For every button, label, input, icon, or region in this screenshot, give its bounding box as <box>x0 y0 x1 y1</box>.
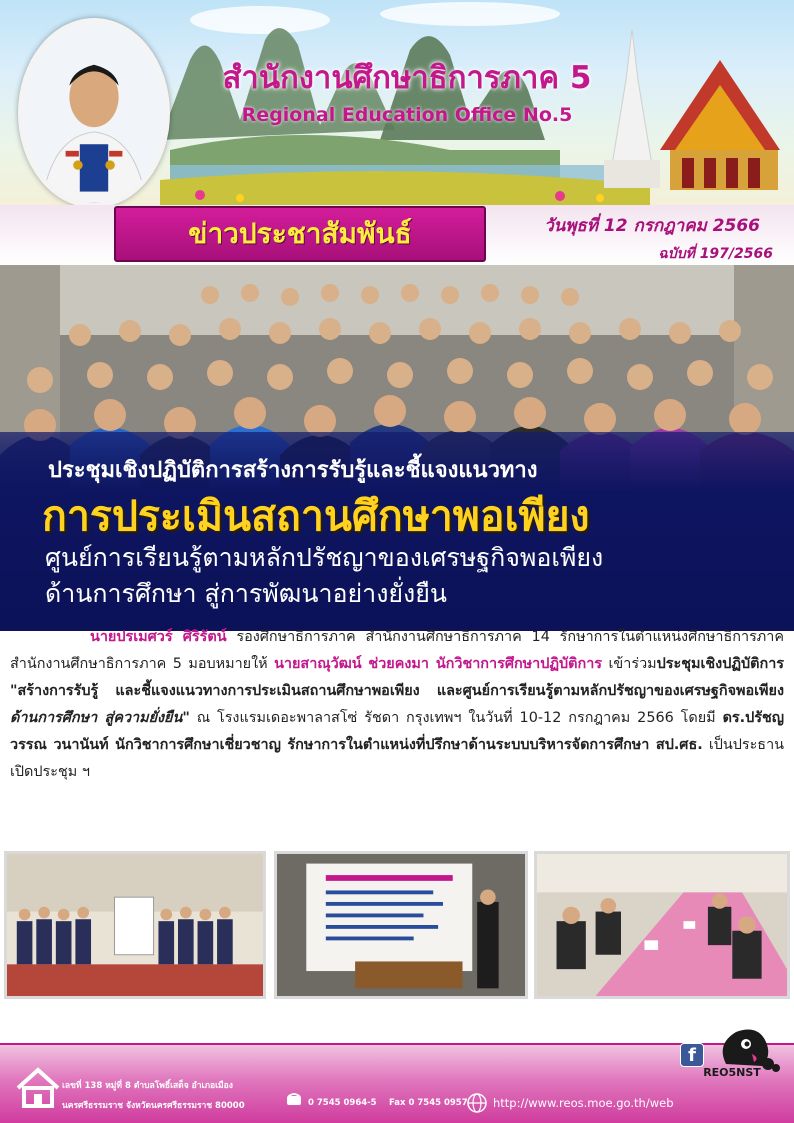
group-standing-photo <box>7 854 263 996</box>
body-text-3: ณ โรงแรมเดอะพาลาสโซ่ รัชดา กรุงเทพฯ ในวันที่ 10-12 กรกฎาคม 2566 โดยมี <box>189 710 723 726</box>
issue-number: ฉบับที่ 197/2566 <box>658 246 773 262</box>
footer-website-link[interactable]: http://www.reos.moe.go.th/web <box>493 1096 674 1110</box>
footer-address-line-2: นครศรีธรรมราช จังหวัดนครศรีธรรมราช 80000 <box>62 1101 245 1111</box>
meeting-table-photo <box>537 854 787 996</box>
footer-fax: Fax 0 7545 0957 <box>389 1098 468 1108</box>
header-banner <box>0 0 794 205</box>
photo-thumbnail-2 <box>274 851 528 999</box>
body-text-2: เข้าร่วม <box>602 656 657 672</box>
person-name-2: นายสาณุวัฒน์ ช่วยคงมา นักวิชาการศึกษาปฏิบัติการ <box>274 656 603 672</box>
globe-icon <box>466 1092 488 1114</box>
event-title-tail: ด้านการศึกษา สู่ความยั่งยืน" <box>10 710 190 726</box>
footer-address-line-1: เลขที่ 138 หมู่ที่ 8 ตำบลโพธิ์เสด็จ อำเภอเมือง <box>62 1081 233 1091</box>
event-title: ประชุมเชิงปฏิบัติการ "สร้างการรับรู้ และชี้แจงแนวทางการประเมินสถานศึกษาพอเพียง และศูนย์การเรียนรู้ตามหลักปรัชญาของเศรษฐกิจพอเพียง <box>10 656 784 699</box>
photo-thumbnail-1 <box>4 851 266 999</box>
person-name-1: นายปรเมศวร์ ศิริรัตน์ <box>90 629 227 645</box>
presentation-photo <box>277 854 525 996</box>
headline-line-4: ด้านการศึกษา สู่การพัฒนาอย่างยั่งยืน <box>45 579 447 608</box>
body-text-4: เป็นประธานเปิดประชุม ฯ <box>10 737 785 780</box>
mascot-label: REO5NST <box>703 1066 761 1079</box>
official-portrait <box>18 18 170 205</box>
news-date: วันพุธที่ 12 กรกฎาคม 2566 <box>544 216 760 236</box>
headline-main-title: การประเมินสถานศึกษาพอเพียง <box>42 492 590 540</box>
headline-line-1: ประชุมเชิงปฏิบัติการสร้างการรับรู้และชี้แจงแนวทาง <box>48 458 538 483</box>
headline-line-3: ศูนย์การเรียนรู้ตามหลักปรัชญาของเศรษฐกิจพอเพียง <box>45 543 604 572</box>
news-body <box>10 624 784 786</box>
office-name-thai: สำนักงานศึกษาธิการภาค 5 <box>222 60 592 96</box>
footer-phone: 0 7545 0964-5 <box>308 1098 377 1108</box>
facebook-icon[interactable]: f <box>680 1043 704 1067</box>
news-label: ข่าวประชาสัมพันธ์ <box>114 206 486 262</box>
photo-thumbnail-3 <box>534 851 790 999</box>
home-icon <box>14 1066 62 1110</box>
chair-person: ดร.ปรัชญวรรณ วนานันท์ นักวิชาการศึกษาเชี่ยวชาญ รักษาการในตำแหน่งที่ปรึกษาด้านระบบบริหารจัดการศึกษา สป.ศธ. <box>10 710 785 753</box>
body-text-1: รองศึกษาธิการภาค สำนักงานศึกษาธิการภาค 14 รักษาการในตำแหน่งศึกษาธิการภาค สำนักงานศึกษาธิการภาค 5 มอบหมายให้ <box>10 629 784 672</box>
portrait-image <box>23 23 165 203</box>
office-name-english: Regional Education Office No.5 <box>241 104 573 126</box>
phone-icon <box>286 1092 302 1106</box>
